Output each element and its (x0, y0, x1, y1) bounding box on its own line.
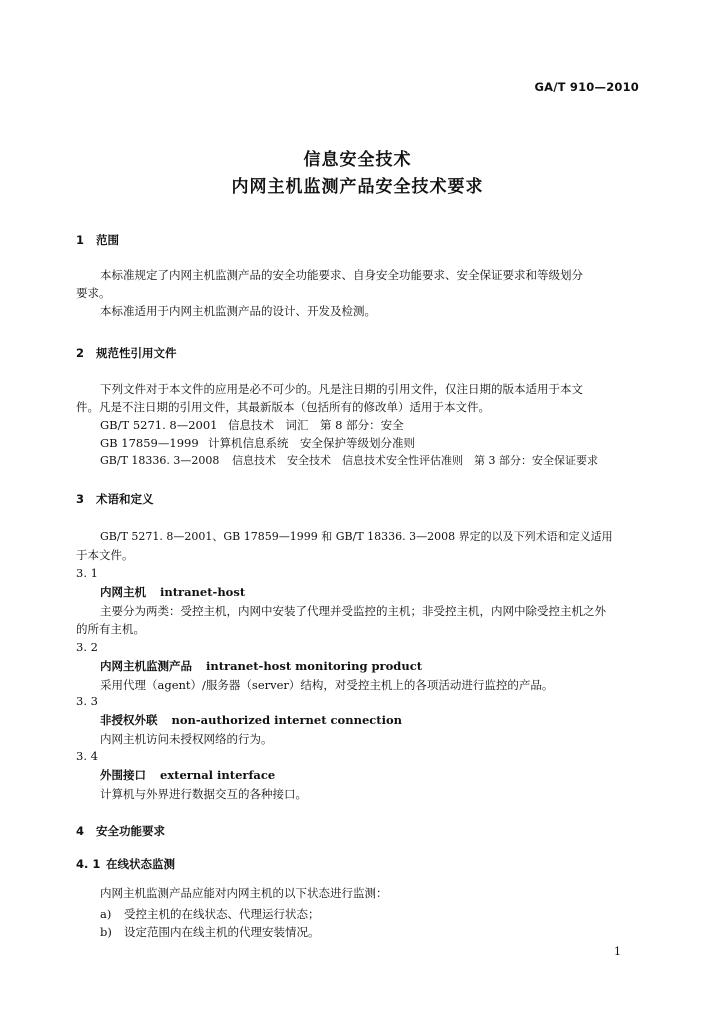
reference-code: GB/T 18336. 3—2008 (100, 454, 220, 467)
term-definition: 计算机与外界进行数据交互的各种接口。 (100, 787, 307, 801)
section-1-heading (76, 232, 119, 248)
reference-title: 计算机信息系统 安全保护等级划分准则 (208, 436, 415, 450)
reference-item (100, 434, 415, 452)
section-title: 规范性引用文件 (96, 346, 177, 360)
reference-item (100, 416, 404, 434)
list-text: 设定范围内在线主机的代理安装情况。 (124, 925, 320, 939)
term-en: intranet-host monitoring product (206, 659, 423, 673)
term-definition: 采用代理（agent）/服务器（server）结构，对受控主机上的各项活动进行监控的产品。 (100, 678, 554, 692)
section-4-heading (76, 823, 165, 839)
term-heading (100, 658, 422, 674)
s3-paragraph-1: GB/T 5271. 8—2001、GB 17859—1999 和 GB/T 18336. 3—2008 界定的以及下列术语和定义适用 (100, 530, 613, 543)
subsection-4-1-heading (76, 856, 175, 872)
reference-code: GB/T 5271. 8—2001 (100, 418, 218, 432)
term-number: 3. 1 (76, 566, 98, 580)
reference-item (100, 452, 598, 470)
term-heading (100, 712, 402, 728)
reference-title: 信息技术 词汇 第 8 部分：安全 (228, 418, 404, 432)
term-zh: 内网主机监测产品 (100, 659, 192, 673)
s2-paragraph-1: 下列文件对于本文件的应用是必不可少的。凡是注日期的引用文件，仅注日期的版本适用于本文 (100, 382, 583, 396)
section-number: 4 (76, 824, 85, 838)
term-en: external interface (160, 768, 276, 782)
s4-paragraph-1: 内网主机监测产品应能对内网主机的以下状态进行监测： (100, 886, 388, 900)
list-text: 受控主机的在线状态、代理运行状态； (124, 907, 320, 921)
section-number: 1 (76, 233, 85, 247)
section-2-heading (76, 345, 177, 361)
subsection-number: 4. 1 (76, 857, 101, 871)
subsection-title: 在线状态监测 (106, 857, 175, 871)
standard-code: GA/T 910—2010 (534, 80, 639, 94)
section-number: 2 (76, 346, 85, 360)
term-en: non-authorized internet connection (171, 713, 402, 727)
term-definition: 内网主机访问未授权网络的行为。 (100, 732, 273, 746)
list-item (100, 906, 320, 922)
title-line-2: 内网主机监测产品安全技术要求 (231, 177, 484, 197)
s2-paragraph-1-cont: 件。凡是不注日期的引用文件，其最新版本（包括所有的修改单）适用于本文件。 (76, 400, 490, 414)
section-title: 范围 (96, 233, 119, 247)
section-number: 3 (76, 492, 85, 506)
term-zh: 非授权外联 (100, 713, 158, 727)
reference-title: 信息技术 安全技术 信息技术安全性评估准则 第 3 部分：安全保证要求 (232, 454, 598, 467)
section-title: 安全功能要求 (96, 824, 165, 838)
s1-paragraph-1: 本标准规定了内网主机监测产品的安全功能要求、自身安全功能要求、安全保证要求和等级划分 (100, 268, 583, 282)
section-3-heading (76, 491, 154, 507)
term-heading (100, 584, 245, 600)
term-en: intranet-host (160, 585, 246, 599)
list-label: b) (100, 925, 112, 939)
term-number: 3. 4 (76, 749, 98, 763)
term-definition-cont: 的所有主机。 (76, 622, 145, 636)
term-number: 3. 2 (76, 640, 98, 654)
term-definition: 主要分为两类：受控主机，内网中安装了代理并受监控的主机；非受控主机，内网中除受控主机之外 (100, 604, 606, 618)
s1-paragraph-2: 本标准适用于内网主机监测产品的设计、开发及检测。 (100, 304, 376, 318)
s1-paragraph-1-cont: 要求。 (76, 286, 111, 300)
reference-code: GB 17859—1999 (100, 436, 199, 450)
list-label: a) (100, 907, 112, 921)
term-number: 3. 3 (76, 694, 98, 708)
s3-paragraph-1-cont: 于本文件。 (76, 548, 134, 562)
term-heading (100, 767, 275, 783)
term-zh: 内网主机 (100, 585, 146, 599)
term-zh: 外围接口 (100, 768, 146, 782)
list-item (100, 924, 320, 940)
page-number: 1 (614, 945, 621, 958)
title-line-1: 信息安全技术 (303, 150, 412, 170)
section-title: 术语和定义 (96, 492, 154, 506)
